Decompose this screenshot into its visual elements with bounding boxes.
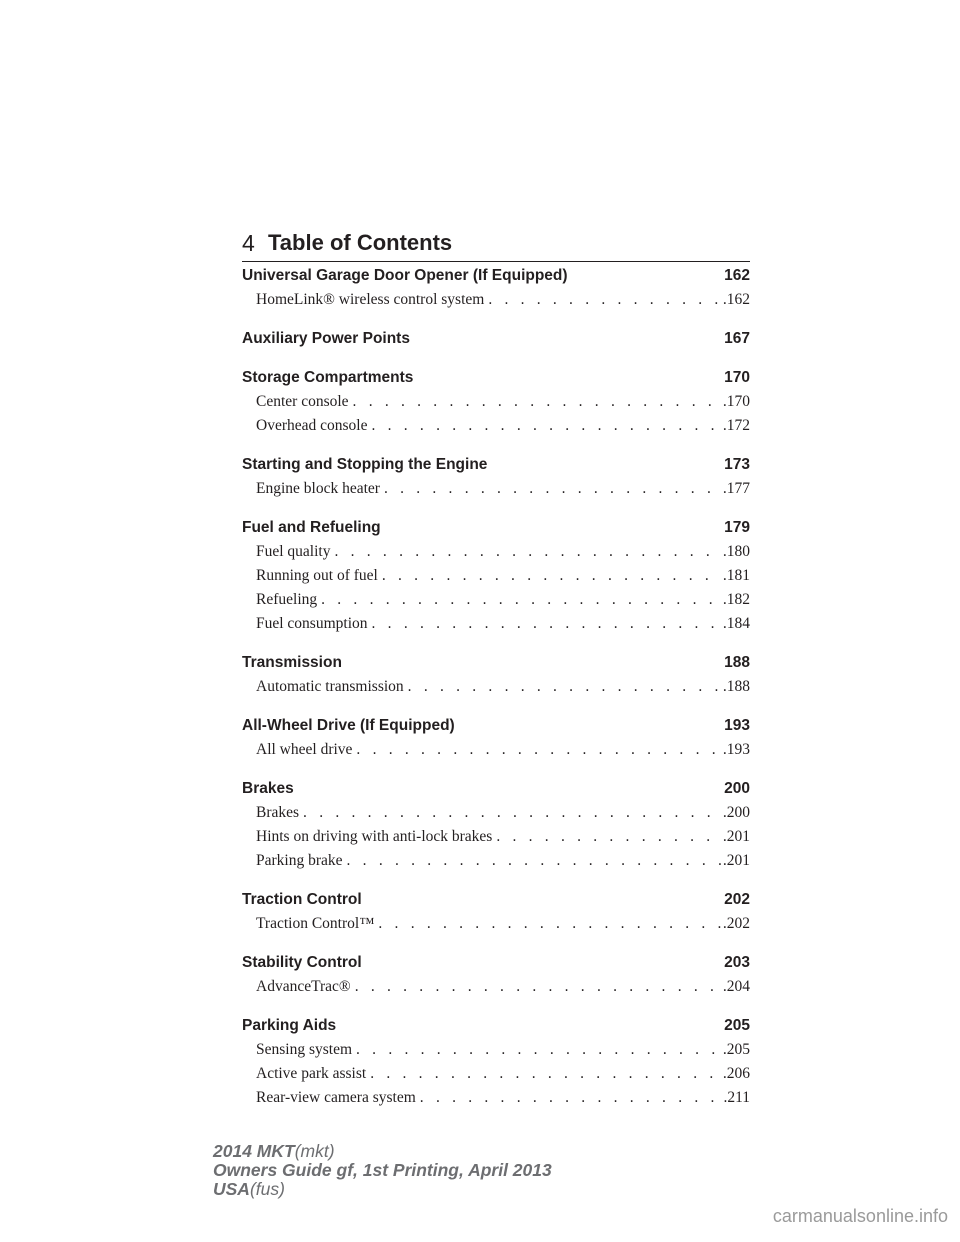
toc-section[interactable] — [242, 1014, 750, 1038]
entry-label: Center console — [256, 393, 349, 410]
dot-leader — [382, 564, 721, 588]
toc-entry[interactable] — [256, 540, 750, 564]
toc-section[interactable] — [242, 327, 750, 351]
footer-line-model — [213, 1142, 552, 1161]
entry-page: .204 — [722, 978, 750, 995]
entry-label: AdvanceTrac® — [256, 978, 351, 995]
entry-label: Sensing system — [256, 1041, 353, 1058]
toc-entry[interactable] — [256, 612, 750, 636]
toc-entry[interactable] — [256, 588, 750, 612]
section-title: Starting and Stopping the Engine — [242, 456, 488, 473]
page-header — [242, 229, 750, 262]
dot-leader — [334, 540, 720, 564]
section-title: Auxiliary Power Points — [242, 330, 410, 347]
toc-section[interactable] — [242, 264, 750, 288]
toc-entry[interactable] — [256, 564, 750, 588]
section-page: 202 — [724, 891, 750, 908]
entry-page: .180 — [722, 543, 750, 560]
toc-section[interactable] — [242, 651, 750, 675]
toc-entry[interactable] — [256, 849, 750, 873]
dot-leader — [372, 612, 721, 636]
entry-page: .182 — [722, 591, 750, 608]
entry-page: .177 — [722, 480, 750, 497]
entry-label: Fuel quality — [256, 543, 331, 560]
section-page: 179 — [724, 519, 750, 536]
entry-page: .188 — [722, 678, 750, 695]
toc-entry[interactable] — [256, 477, 750, 501]
document-footer — [213, 1142, 552, 1199]
section-title: Stability Control — [242, 954, 362, 971]
section-title: Fuel and Refueling — [242, 519, 381, 536]
toc-section[interactable] — [242, 453, 750, 477]
footer-model: 2014 MKT — [213, 1141, 295, 1161]
toc-entry[interactable] — [256, 1038, 750, 1062]
footer-market-code: (fus) — [249, 1179, 285, 1199]
entry-label: Brakes — [256, 804, 300, 821]
dot-leader — [408, 675, 721, 699]
section-title: Transmission — [242, 654, 342, 671]
section-page: 188 — [724, 654, 750, 671]
footer-line-market — [213, 1180, 552, 1199]
toc-entry[interactable] — [256, 675, 750, 699]
table-of-contents — [242, 264, 750, 1110]
dot-leader — [384, 477, 721, 501]
watermark: carmanualsonline.info — [772, 1206, 948, 1226]
toc-entry[interactable] — [256, 390, 750, 414]
section-title: Storage Compartments — [242, 369, 414, 386]
entry-label: Refueling — [256, 591, 318, 608]
toc-entry[interactable] — [256, 912, 750, 936]
dot-leader — [496, 825, 721, 849]
dot-leader — [347, 849, 721, 873]
page-number: 4 — [242, 230, 255, 256]
footer-line-printing — [213, 1161, 552, 1180]
footer-model-code: (mkt) — [294, 1141, 335, 1161]
entry-page: .170 — [722, 393, 750, 410]
section-title: Brakes — [242, 780, 294, 797]
footer-printing: Owners Guide gf, 1st Printing, April 2013 — [213, 1160, 552, 1180]
entry-label: All wheel drive — [256, 741, 353, 758]
dot-leader — [378, 912, 720, 936]
entry-label: Hints on driving with anti-lock brakes — [256, 828, 493, 845]
entry-label: Traction Control™ — [256, 915, 375, 932]
section-page: 162 — [724, 267, 750, 284]
entry-label: Overhead console — [256, 417, 368, 434]
entry-label: Fuel consumption — [256, 615, 368, 632]
section-page: 170 — [724, 369, 750, 386]
entry-page: .206 — [722, 1065, 750, 1082]
entry-page: .201 — [722, 828, 750, 845]
dot-leader — [370, 1062, 721, 1086]
page-title: Table of Contents — [268, 230, 453, 255]
dot-leader — [355, 975, 721, 999]
toc-entry[interactable] — [256, 1086, 750, 1110]
toc-section[interactable] — [242, 714, 750, 738]
dot-leader — [488, 288, 721, 312]
section-page: 193 — [724, 717, 750, 734]
dot-leader — [353, 390, 721, 414]
toc-entry[interactable] — [256, 825, 750, 849]
entry-label: Running out of fuel — [256, 567, 378, 584]
section-title: Parking Aids — [242, 1017, 337, 1034]
toc-entry[interactable] — [256, 738, 750, 762]
dot-leader — [356, 738, 720, 762]
entry-page: .162 — [722, 291, 750, 308]
toc-entry[interactable] — [256, 288, 750, 312]
section-title: Universal Garage Door Opener (If Equipped) — [242, 267, 568, 284]
section-title: Traction Control — [242, 891, 362, 908]
entry-page: .200 — [722, 804, 750, 821]
toc-section[interactable] — [242, 888, 750, 912]
dot-leader — [371, 414, 720, 438]
entry-page: .172 — [722, 417, 750, 434]
section-page: 200 — [724, 780, 750, 797]
entry-page: .205 — [722, 1041, 750, 1058]
entry-page: .193 — [722, 741, 750, 758]
entry-label: Active park assist — [256, 1065, 367, 1082]
section-page: 203 — [724, 954, 750, 971]
entry-label: Engine block heater — [256, 480, 380, 497]
entry-label: Rear-view camera system — [256, 1089, 416, 1106]
toc-entry[interactable] — [256, 1062, 750, 1086]
entry-page: .184 — [722, 615, 750, 632]
entry-page: .201 — [722, 852, 750, 869]
section-page: 167 — [724, 330, 750, 347]
toc-section[interactable] — [242, 777, 750, 801]
dot-leader — [303, 801, 721, 825]
dot-leader — [420, 1086, 722, 1110]
entry-page: .211 — [723, 1089, 750, 1106]
entry-page: .202 — [722, 915, 750, 932]
footer-market: USA — [213, 1179, 250, 1199]
toc-section[interactable] — [242, 951, 750, 975]
toc-entry[interactable] — [256, 975, 750, 999]
entry-label: Parking brake — [256, 852, 343, 869]
section-page: 173 — [724, 456, 750, 473]
toc-entry[interactable] — [256, 414, 750, 438]
dot-leader — [321, 588, 721, 612]
toc-section[interactable] — [242, 516, 750, 540]
entry-page: .181 — [722, 567, 750, 584]
section-title: All-Wheel Drive (If Equipped) — [242, 717, 455, 734]
section-page: 205 — [724, 1017, 750, 1034]
toc-section[interactable] — [242, 366, 750, 390]
toc-entry[interactable] — [256, 801, 750, 825]
entry-label: HomeLink® wireless control system — [256, 291, 485, 308]
dot-leader — [356, 1038, 721, 1062]
entry-label: Automatic transmission — [256, 678, 404, 695]
